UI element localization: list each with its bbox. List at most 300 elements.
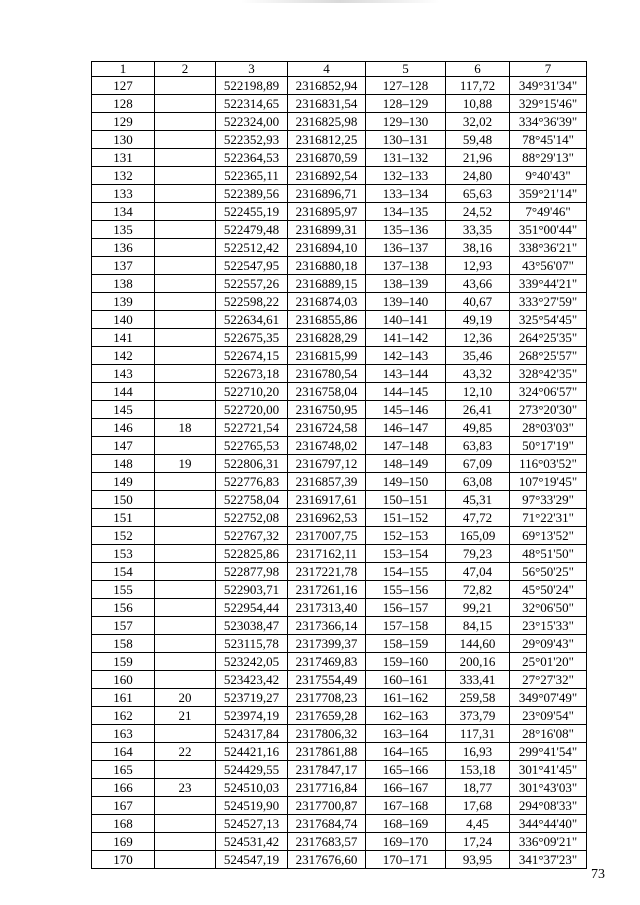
cell-point-number: 130 — [92, 131, 155, 149]
table-row — [92, 671, 587, 689]
cell-distance: 40,67 — [446, 293, 510, 311]
cell-point-number: 143 — [92, 365, 155, 383]
table-row — [92, 275, 587, 293]
cell-distance: 63,08 — [446, 473, 510, 491]
cell-point-number: 133 — [92, 185, 155, 203]
cell-segment: 137–138 — [366, 257, 446, 275]
cell-coordinate-y: 2317162,11 — [288, 545, 366, 563]
cell-segment: 157–158 — [366, 617, 446, 635]
cell-coordinate-y: 2316828,29 — [288, 329, 366, 347]
cell-segment: 167–168 — [366, 797, 446, 815]
cell-distance: 4,45 — [446, 815, 510, 833]
cell-coordinate-y: 2317469,83 — [288, 653, 366, 671]
cell-coordinate-y: 2316874,03 — [288, 293, 366, 311]
cell-reference-point — [155, 725, 216, 743]
cell-coordinate-x: 522634,61 — [216, 311, 288, 329]
cell-reference-point — [155, 329, 216, 347]
cell-coordinate-y: 2316852,94 — [288, 77, 366, 95]
cell-reference-point — [155, 599, 216, 617]
cell-distance: 24,80 — [446, 167, 510, 185]
cell-bearing: 294°08'33" — [510, 797, 587, 815]
cell-segment: 134–135 — [366, 203, 446, 221]
cell-coordinate-x: 522674,15 — [216, 347, 288, 365]
cell-segment: 140–141 — [366, 311, 446, 329]
cell-segment: 163–164 — [366, 725, 446, 743]
cell-point-number: 148 — [92, 455, 155, 473]
cell-coordinate-x: 523115,78 — [216, 635, 288, 653]
cell-reference-point — [155, 509, 216, 527]
cell-segment: 138–139 — [366, 275, 446, 293]
cell-coordinate-x: 522389,56 — [216, 185, 288, 203]
cell-coordinate-x: 523719,27 — [216, 689, 288, 707]
cell-segment: 131–132 — [366, 149, 446, 167]
cell-distance: 79,23 — [446, 545, 510, 563]
cell-coordinate-y: 2317554,49 — [288, 671, 366, 689]
cell-bearing: 28°16'08" — [510, 725, 587, 743]
cell-coordinate-y: 2316750,95 — [288, 401, 366, 419]
cell-coordinate-y: 2316855,86 — [288, 311, 366, 329]
cell-reference-point — [155, 311, 216, 329]
cell-reference-point — [155, 203, 216, 221]
table-row — [92, 185, 587, 203]
cell-point-number: 131 — [92, 149, 155, 167]
cell-point-number: 153 — [92, 545, 155, 563]
cell-point-number: 160 — [92, 671, 155, 689]
cell-reference-point — [155, 797, 216, 815]
table-row — [92, 527, 587, 545]
cell-point-number: 142 — [92, 347, 155, 365]
cell-coordinate-x: 522557,26 — [216, 275, 288, 293]
table-row — [92, 419, 587, 437]
cell-coordinate-x: 523038,47 — [216, 617, 288, 635]
cell-distance: 24,52 — [446, 203, 510, 221]
cell-distance: 84,15 — [446, 617, 510, 635]
cell-coordinate-x: 522364,53 — [216, 149, 288, 167]
cell-segment: 150–151 — [366, 491, 446, 509]
cell-segment: 128–129 — [366, 95, 446, 113]
cell-coordinate-y: 2317676,60 — [288, 851, 366, 869]
cell-bearing: 50°17'19" — [510, 437, 587, 455]
cell-reference-point — [155, 851, 216, 869]
table-row — [92, 239, 587, 257]
cell-reference-point: 22 — [155, 743, 216, 761]
table-row — [92, 113, 587, 131]
cell-bearing: 268°25'57" — [510, 347, 587, 365]
cell-bearing: 336°09'21" — [510, 833, 587, 851]
cell-distance: 117,31 — [446, 725, 510, 743]
cell-bearing: 329°15'46" — [510, 95, 587, 113]
column-header: 2 — [155, 62, 216, 77]
cell-reference-point — [155, 257, 216, 275]
cell-segment: 154–155 — [366, 563, 446, 581]
cell-segment: 165–166 — [366, 761, 446, 779]
cell-coordinate-y: 2317684,74 — [288, 815, 366, 833]
cell-coordinate-y: 2316815,99 — [288, 347, 366, 365]
cell-bearing: 23°15'33" — [510, 617, 587, 635]
cell-reference-point — [155, 473, 216, 491]
table-row — [92, 401, 587, 419]
cell-coordinate-y: 2316894,10 — [288, 239, 366, 257]
cell-reference-point — [155, 113, 216, 131]
cell-segment: 164–165 — [366, 743, 446, 761]
column-header: 5 — [366, 62, 446, 77]
cell-distance: 93,95 — [446, 851, 510, 869]
cell-point-number: 139 — [92, 293, 155, 311]
table-row — [92, 491, 587, 509]
cell-coordinate-y: 2317708,23 — [288, 689, 366, 707]
cell-distance: 35,46 — [446, 347, 510, 365]
table-row — [92, 311, 587, 329]
cell-coordinate-x: 524531,42 — [216, 833, 288, 851]
cell-distance: 21,96 — [446, 149, 510, 167]
cell-reference-point — [155, 635, 216, 653]
cell-point-number: 138 — [92, 275, 155, 293]
cell-distance: 12,93 — [446, 257, 510, 275]
cell-reference-point — [155, 491, 216, 509]
table-row — [92, 797, 587, 815]
cell-segment: 169–170 — [366, 833, 446, 851]
table-row — [92, 635, 587, 653]
cell-point-number: 163 — [92, 725, 155, 743]
cell-bearing: 299°41'54" — [510, 743, 587, 761]
cell-segment: 170–171 — [366, 851, 446, 869]
table-row — [92, 329, 587, 347]
cell-segment: 155–156 — [366, 581, 446, 599]
table-row — [92, 131, 587, 149]
cell-bearing: 301°43'03" — [510, 779, 587, 797]
cell-distance: 49,19 — [446, 311, 510, 329]
column-header: 3 — [216, 62, 288, 77]
cell-bearing: 27°27'32" — [510, 671, 587, 689]
cell-coordinate-x: 524519,90 — [216, 797, 288, 815]
cell-point-number: 140 — [92, 311, 155, 329]
cell-distance: 200,16 — [446, 653, 510, 671]
cell-distance: 33,35 — [446, 221, 510, 239]
cell-coordinate-y: 2317659,28 — [288, 707, 366, 725]
cell-reference-point — [155, 581, 216, 599]
table-row — [92, 203, 587, 221]
cell-segment: 147–148 — [366, 437, 446, 455]
cell-coordinate-x: 522512,42 — [216, 239, 288, 257]
cell-reference-point — [155, 383, 216, 401]
cell-coordinate-y: 2317313,40 — [288, 599, 366, 617]
cell-point-number: 135 — [92, 221, 155, 239]
cell-bearing: 264°25'35" — [510, 329, 587, 347]
table-row — [92, 653, 587, 671]
cell-coordinate-x: 522314,65 — [216, 95, 288, 113]
cell-distance: 49,85 — [446, 419, 510, 437]
cell-point-number: 141 — [92, 329, 155, 347]
table-row — [92, 293, 587, 311]
cell-reference-point — [155, 77, 216, 95]
cell-coordinate-y: 2316880,18 — [288, 257, 366, 275]
column-header: 4 — [288, 62, 366, 77]
table-body — [92, 77, 587, 869]
cell-point-number: 170 — [92, 851, 155, 869]
cell-segment: 132–133 — [366, 167, 446, 185]
cell-point-number: 127 — [92, 77, 155, 95]
cell-coordinate-y: 2316895,97 — [288, 203, 366, 221]
coordinates-table — [91, 61, 587, 869]
cell-segment: 127–128 — [366, 77, 446, 95]
cell-coordinate-x: 524547,19 — [216, 851, 288, 869]
cell-bearing: 71°22'31" — [510, 509, 587, 527]
cell-reference-point — [155, 527, 216, 545]
cell-segment: 136–137 — [366, 239, 446, 257]
cell-coordinate-x: 522365,11 — [216, 167, 288, 185]
cell-point-number: 156 — [92, 599, 155, 617]
cell-reference-point — [155, 167, 216, 185]
cell-coordinate-y: 2316892,54 — [288, 167, 366, 185]
cell-point-number: 157 — [92, 617, 155, 635]
cell-segment: 151–152 — [366, 509, 446, 527]
cell-coordinate-x: 522776,83 — [216, 473, 288, 491]
cell-segment: 144–145 — [366, 383, 446, 401]
table-row — [92, 95, 587, 113]
cell-coordinate-x: 522352,93 — [216, 131, 288, 149]
cell-distance: 67,09 — [446, 455, 510, 473]
cell-distance: 153,18 — [446, 761, 510, 779]
cell-distance: 65,63 — [446, 185, 510, 203]
table-row — [92, 743, 587, 761]
cell-bearing: 334°36'39" — [510, 113, 587, 131]
cell-coordinate-x: 522721,54 — [216, 419, 288, 437]
page-number: 73 — [591, 867, 605, 882]
cell-reference-point — [155, 131, 216, 149]
cell-point-number: 164 — [92, 743, 155, 761]
cell-coordinate-x: 522710,20 — [216, 383, 288, 401]
cell-coordinate-x: 524527,13 — [216, 815, 288, 833]
cell-bearing: 56°50'25" — [510, 563, 587, 581]
cell-bearing: 351°00'44" — [510, 221, 587, 239]
cell-bearing: 28°03'03" — [510, 419, 587, 437]
cell-bearing: 328°42'35" — [510, 365, 587, 383]
table-row — [92, 689, 587, 707]
cell-bearing: 338°36'21" — [510, 239, 587, 257]
cell-segment: 142–143 — [366, 347, 446, 365]
cell-coordinate-x: 522954,44 — [216, 599, 288, 617]
cell-distance: 43,66 — [446, 275, 510, 293]
cell-distance: 373,79 — [446, 707, 510, 725]
cell-bearing: 325°54'45" — [510, 311, 587, 329]
cell-reference-point — [155, 365, 216, 383]
cell-coordinate-x: 522806,31 — [216, 455, 288, 473]
cell-reference-point — [155, 401, 216, 419]
cell-reference-point — [155, 437, 216, 455]
cell-coordinate-y: 2317847,17 — [288, 761, 366, 779]
cell-reference-point — [155, 671, 216, 689]
cell-segment: 130–131 — [366, 131, 446, 149]
cell-coordinate-x: 524510,03 — [216, 779, 288, 797]
cell-segment: 145–146 — [366, 401, 446, 419]
cell-point-number: 165 — [92, 761, 155, 779]
cell-coordinate-x: 522903,71 — [216, 581, 288, 599]
table-row — [92, 383, 587, 401]
cell-coordinate-y: 2316797,12 — [288, 455, 366, 473]
cell-bearing: 349°31'34" — [510, 77, 587, 95]
cell-segment: 168–169 — [366, 815, 446, 833]
cell-distance: 117,72 — [446, 77, 510, 95]
cell-coordinate-x: 524429,55 — [216, 761, 288, 779]
cell-distance: 16,93 — [446, 743, 510, 761]
cell-coordinate-y: 2317806,32 — [288, 725, 366, 743]
cell-reference-point — [155, 275, 216, 293]
cell-coordinate-y: 2316896,71 — [288, 185, 366, 203]
cell-coordinate-y: 2317861,88 — [288, 743, 366, 761]
cell-reference-point — [155, 815, 216, 833]
table-row — [92, 833, 587, 851]
table-row — [92, 581, 587, 599]
cell-coordinate-x: 523242,05 — [216, 653, 288, 671]
cell-reference-point — [155, 761, 216, 779]
cell-distance: 144,60 — [446, 635, 510, 653]
cell-coordinate-x: 522324,00 — [216, 113, 288, 131]
table-row — [92, 545, 587, 563]
cell-segment: 162–163 — [366, 707, 446, 725]
cell-bearing: 32°06'50" — [510, 599, 587, 617]
cell-distance: 333,41 — [446, 671, 510, 689]
cell-coordinate-x: 522765,53 — [216, 437, 288, 455]
cell-distance: 259,58 — [446, 689, 510, 707]
cell-point-number: 151 — [92, 509, 155, 527]
cell-bearing: 45°50'24" — [510, 581, 587, 599]
table-row — [92, 473, 587, 491]
cell-point-number: 168 — [92, 815, 155, 833]
cell-segment: 141–142 — [366, 329, 446, 347]
cell-bearing: 78°45'14" — [510, 131, 587, 149]
table-row — [92, 707, 587, 725]
cell-coordinate-y: 2317221,78 — [288, 563, 366, 581]
cell-segment: 139–140 — [366, 293, 446, 311]
cell-distance: 72,82 — [446, 581, 510, 599]
table-row — [92, 779, 587, 797]
cell-distance: 59,48 — [446, 131, 510, 149]
cell-coordinate-x: 522673,18 — [216, 365, 288, 383]
cell-coordinate-y: 2316899,31 — [288, 221, 366, 239]
cell-bearing: 301°41'45" — [510, 761, 587, 779]
cell-bearing: 333°27'59" — [510, 293, 587, 311]
table-row — [92, 221, 587, 239]
cell-point-number: 162 — [92, 707, 155, 725]
scan-artifact — [240, 0, 440, 3]
cell-reference-point: 20 — [155, 689, 216, 707]
cell-point-number: 134 — [92, 203, 155, 221]
table-row — [92, 725, 587, 743]
cell-coordinate-y: 2317366,14 — [288, 617, 366, 635]
cell-reference-point — [155, 293, 216, 311]
table-header-row — [92, 62, 587, 77]
cell-coordinate-x: 522752,08 — [216, 509, 288, 527]
cell-point-number: 146 — [92, 419, 155, 437]
cell-coordinate-y: 2316812,25 — [288, 131, 366, 149]
cell-point-number: 147 — [92, 437, 155, 455]
cell-distance: 47,72 — [446, 509, 510, 527]
cell-bearing: 341°37'23" — [510, 851, 587, 869]
cell-coordinate-y: 2316748,02 — [288, 437, 366, 455]
cell-distance: 10,88 — [446, 95, 510, 113]
cell-segment: 129–130 — [366, 113, 446, 131]
cell-point-number: 155 — [92, 581, 155, 599]
table-row — [92, 761, 587, 779]
cell-coordinate-x: 522767,32 — [216, 527, 288, 545]
cell-coordinate-x: 524421,16 — [216, 743, 288, 761]
cell-bearing: 29°09'43" — [510, 635, 587, 653]
cell-coordinate-y: 2317683,57 — [288, 833, 366, 851]
cell-point-number: 144 — [92, 383, 155, 401]
cell-segment: 161–162 — [366, 689, 446, 707]
cell-point-number: 167 — [92, 797, 155, 815]
cell-coordinate-y: 2316758,04 — [288, 383, 366, 401]
cell-coordinate-y: 2317007,75 — [288, 527, 366, 545]
table-row — [92, 347, 587, 365]
table-row — [92, 365, 587, 383]
cell-coordinate-x: 523974,19 — [216, 707, 288, 725]
cell-distance: 99,21 — [446, 599, 510, 617]
cell-bearing: 359°21'14" — [510, 185, 587, 203]
cell-segment: 146–147 — [366, 419, 446, 437]
cell-segment: 160–161 — [366, 671, 446, 689]
cell-reference-point — [155, 149, 216, 167]
cell-bearing: 97°33'29" — [510, 491, 587, 509]
column-header: 1 — [92, 62, 155, 77]
cell-distance: 18,77 — [446, 779, 510, 797]
cell-bearing: 9°40'43" — [510, 167, 587, 185]
cell-reference-point — [155, 617, 216, 635]
cell-reference-point — [155, 653, 216, 671]
cell-segment: 143–144 — [366, 365, 446, 383]
cell-coordinate-x: 522675,35 — [216, 329, 288, 347]
cell-point-number: 129 — [92, 113, 155, 131]
cell-bearing: 88°29'13" — [510, 149, 587, 167]
cell-distance: 12,10 — [446, 383, 510, 401]
cell-coordinate-y: 2316917,61 — [288, 491, 366, 509]
cell-segment: 156–157 — [366, 599, 446, 617]
cell-distance: 63,83 — [446, 437, 510, 455]
cell-coordinate-y: 2316831,54 — [288, 95, 366, 113]
cell-coordinate-y: 2317716,84 — [288, 779, 366, 797]
table-row — [92, 149, 587, 167]
cell-point-number: 169 — [92, 833, 155, 851]
cell-coordinate-y: 2317700,87 — [288, 797, 366, 815]
cell-bearing: 25°01'20" — [510, 653, 587, 671]
cell-segment: 166–167 — [366, 779, 446, 797]
table-row — [92, 455, 587, 473]
cell-point-number: 166 — [92, 779, 155, 797]
cell-distance: 17,24 — [446, 833, 510, 851]
cell-segment: 135–136 — [366, 221, 446, 239]
cell-distance: 26,41 — [446, 401, 510, 419]
cell-reference-point: 21 — [155, 707, 216, 725]
cell-bearing: 107°19'45" — [510, 473, 587, 491]
cell-coordinate-y: 2316724,58 — [288, 419, 366, 437]
cell-point-number: 152 — [92, 527, 155, 545]
cell-bearing: 339°44'21" — [510, 275, 587, 293]
cell-reference-point — [155, 563, 216, 581]
cell-coordinate-x: 522598,22 — [216, 293, 288, 311]
cell-point-number: 154 — [92, 563, 155, 581]
cell-point-number: 159 — [92, 653, 155, 671]
cell-point-number: 150 — [92, 491, 155, 509]
cell-point-number: 128 — [92, 95, 155, 113]
cell-segment: 133–134 — [366, 185, 446, 203]
cell-reference-point — [155, 545, 216, 563]
cell-coordinate-x: 522758,04 — [216, 491, 288, 509]
cell-distance: 43,32 — [446, 365, 510, 383]
cell-coordinate-y: 2317261,16 — [288, 581, 366, 599]
cell-point-number: 149 — [92, 473, 155, 491]
column-header: 6 — [446, 62, 510, 77]
cell-coordinate-x: 522877,98 — [216, 563, 288, 581]
